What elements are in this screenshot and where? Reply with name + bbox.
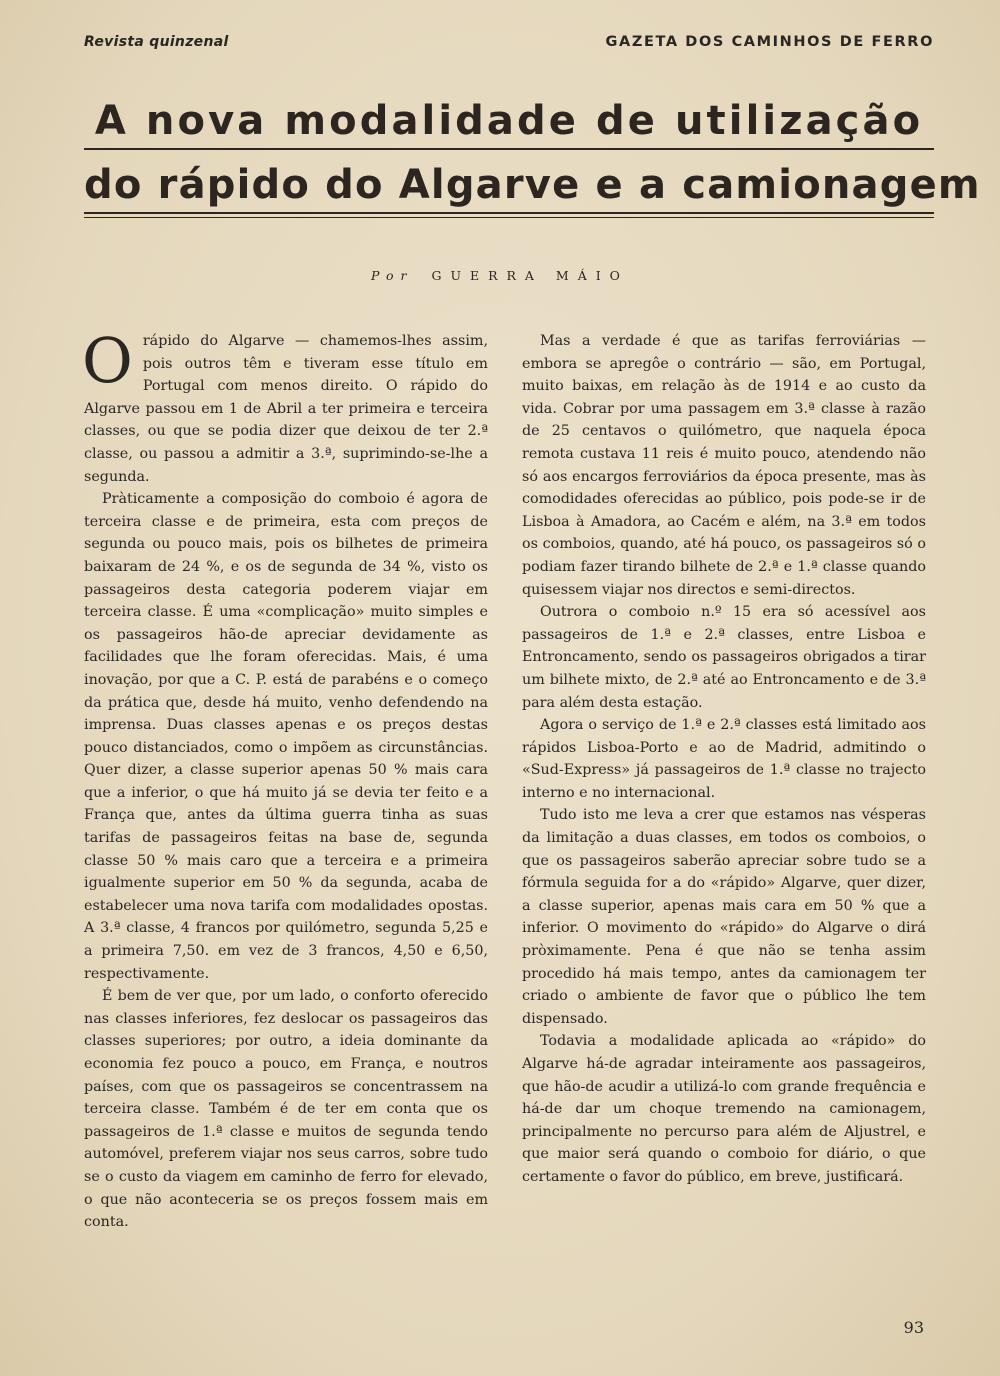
paragraph: Todavia a modalidade aplicada ao «rápido» do Algarve há-de agradar inteiramente aos passageiros, que hão-de acudir a utilizá-lo com grande frequência e há-de dar um choque tremendo na camionagem, principalmente no percurso para além de Aljustrel, e que maior será quando o comboio for diário, o que certamente o favor do público, em breve, justificará.: [522, 1033, 926, 1185]
title-rule-2: [84, 212, 934, 214]
drop-cap: O: [82, 324, 133, 397]
paragraph: Mas a verdade é que as tarifas ferroviárias — embora se apregôe o contrário — são, em Portugal, muito baixas, em relação às de 1914 e ao custo da vida. Cobrar por uma passagem em 3.ª classe à razão de 25 centavos o quilómetro, que naquela época remota custava 11 reis é muito pouco, atendendo não só aos encargos ferroviários da época presente, mas às comodidades oferecidas ao público, pois pode-se ir de Lisboa à Amadora, ao Cacém e além, na 3.ª em todos os comboios, quando, até há pouco, os passageiros só o podiam fazer tirando bilhete de 2.ª e 1.ª classe quando quisessem viajar nos directos e semi-directos.: [522, 333, 926, 598]
byline: [0, 268, 1000, 283]
paragraph: Outrora o comboio n.º 15 era só acessível aos passageiros de 1.ª e 2.ª classes, entre Lisboa e Entroncamento, sendo os passageiros obrigados a tirar um bilhete mixto, de 2.ª até ao Entroncamento e de 3.ª para além desta estação.: [522, 604, 926, 711]
paragraph: Agora o serviço de 1.ª e 2.ª classes está limitado aos rápidos Lisboa-Porto e ao de Madrid, admitindo o «Sud-Express» já passageiros de 1.ª classe no trajecto interno e no internacional.: [522, 717, 926, 801]
paragraph: Orápido do Algarve — chamemos-lhes assim, pois outros têm e tiveram esse título em Portugal com menos direito. O rápido do Algarve passou em 1 de Abril a ter primeira e terceira classes, ou que se podia dizer que deixou de ter 2.ª classe, ou passou a admitir a 3.ª, suprimindo-se-lhe a segunda.: [82, 324, 488, 485]
running-header-left: Revista quinzenal: [84, 34, 229, 50]
page-number: 93: [903, 1318, 924, 1337]
paragraph: Tudo isto me leva a crer que estamos nas vésperas da limitação a duas classes, em todos os comboios, o que os passageiros saberão apreciar sobre tudo se a fórmula seguida for a do «rápido» Algarve, quer dizer, a classe superior, apenas mais cara em 50 % que a inferior. O movimento do «rápido» do Algarve o dirá pròximamente. Pena é que não se tenha assim procedido há mais tempo, antes da camionagem ter criado o ambiente de favor que o público lhe tem dispensado.: [522, 807, 926, 1027]
title-rule-1: [84, 148, 934, 150]
article-title: [84, 96, 981, 218]
title-rule-3: [84, 217, 934, 218]
title-line-1: A nova modalidade de utilização: [94, 98, 924, 144]
title-line-2: do rápido do Algarve e a camionagem: [84, 162, 981, 208]
left-column: [82, 324, 488, 1234]
paragraph: Pràticamente a composição do comboio é agora de terceira classe e de primeira, esta com preços de segunda ou pouco mais, pois os bilhetes de primeira baixaram de 24 %, e os de segunda de 34 %, visto os passageiros desta categoria poderem viajar em terceira classe. É uma «complicação» muito simples e os passageiros hão-de apreciar devidamente as facilidades que lhe foram oferecidas. Mais, é uma inovação, por que a C. P. está de parabéns e o começo da prática que, desde há muito, venho defendendo na imprensa. Duas classes apenas e os preços destas pouco distanciados, como o impõem as circunstâncias. Quer dizer, a classe superior apenas 50 % mais cara que a inferior, o que há muito já se devia ter feito e a França que, antes da última guerra tinha as suas tarifas de passageiros feitas na base de, segunda classe 50 % mais caro que a terceira e a primeira igualmente superior em 50 % da segunda, acaba de estabelecer uma nova tarifa com modalidades opostas. A 3.ª classe, 4 francos por quilómetro, segunda 5,25 e a primeira 7,50. em vez de 3 francos, 4,50 e 6,50, respectivamente.: [84, 491, 488, 982]
byline-por: Por: [371, 268, 414, 283]
running-header-right: GAZETA DOS CAMINHOS DE FERRO: [605, 34, 934, 50]
right-column: [522, 330, 926, 1189]
byline-author: GUERRA MÁIO: [431, 268, 629, 283]
paragraph: É bem de ver que, por um lado, o conforto oferecido nas classes inferiores, fez deslocar os passageiros das classes superiores; por outro, a ideia dominante da economia fez pouco a pouco, em França, e noutros países, com que os passageiros se concentrassem na terceira classe. Também é de ter em conta que os passageiros de 1.ª classe e muitos de segunda tendo automóvel, preferem viajar nos seus carros, sobre tudo se o custo da viagem em caminho de ferro for elevado, o que não aconteceria se os preços fossem mais em conta.: [84, 988, 488, 1231]
